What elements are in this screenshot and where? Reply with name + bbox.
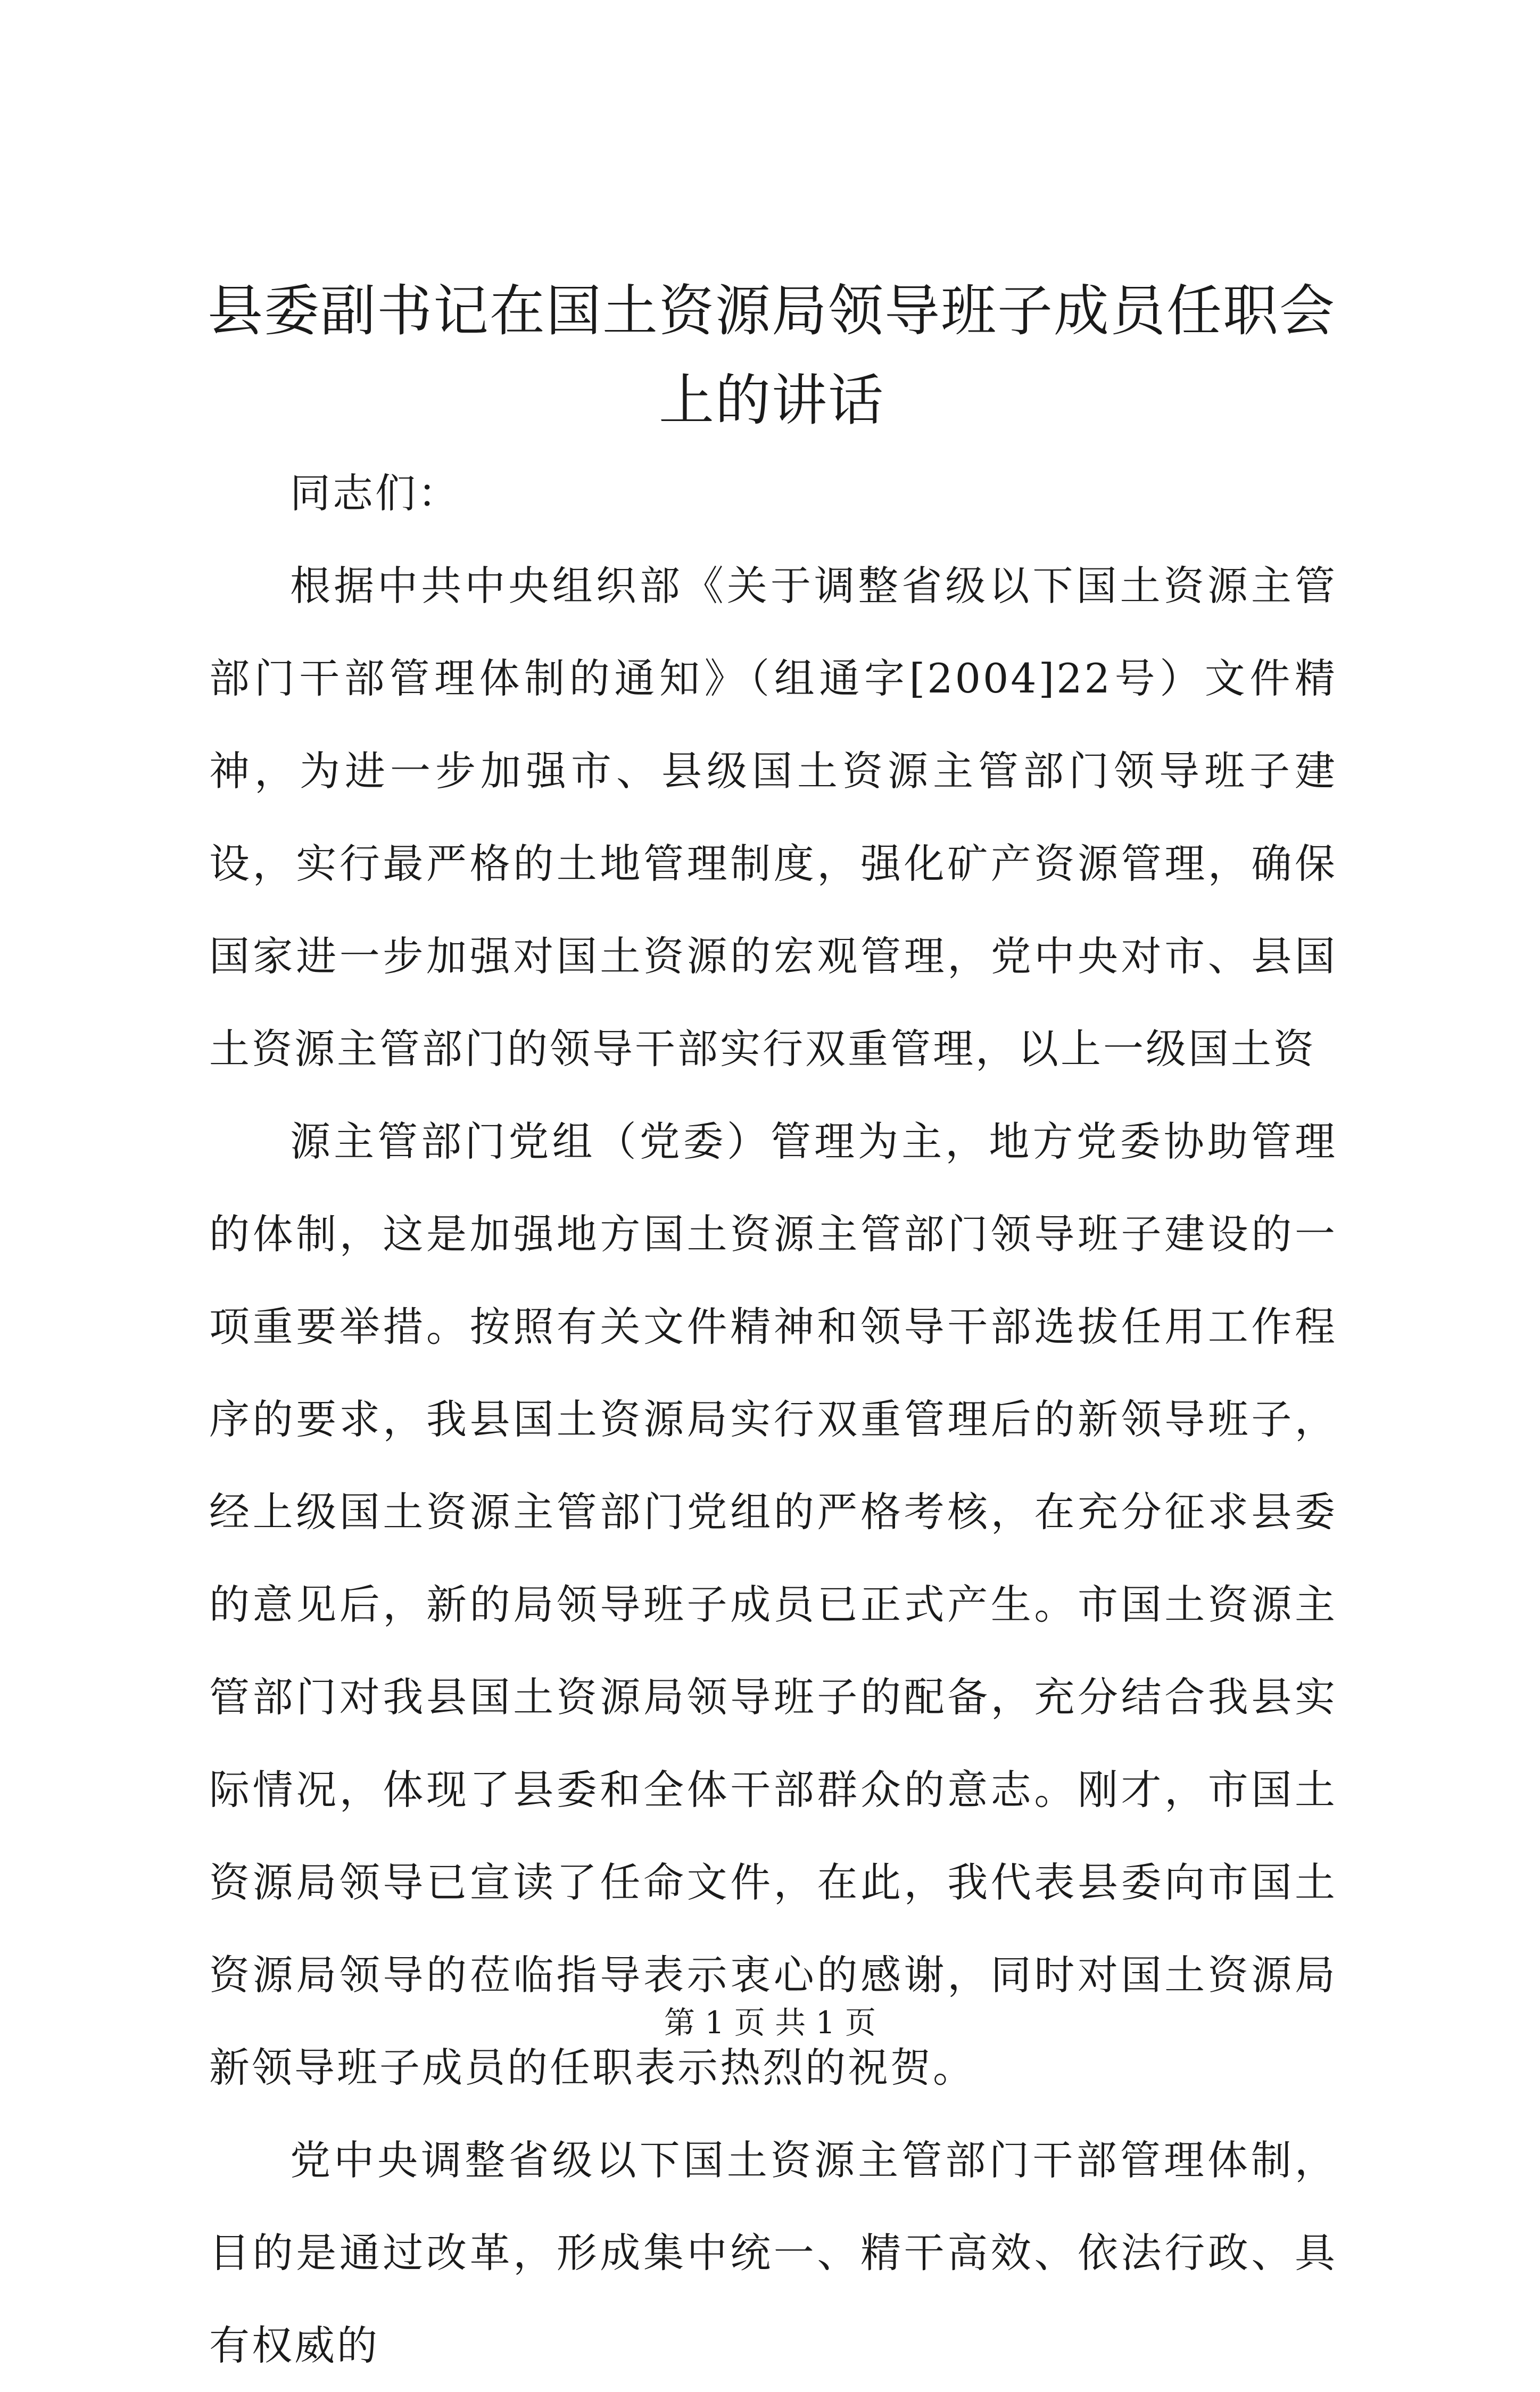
body-paragraph-1: 根据中共中央组织部《关于调整省级以下国土资源主管部门干部管理体制的通知》（组通字[2004]22号）文件精神，为进一步加强市、县级国土资源主管部门领导班子建设，实行最严格的土地管理制度，强化矿产资源管理，确保国家进一步加强对国土资源的宏观管理，党中央对市、县国土资源主管部门的领导干部实行双重管理，以上一级国土资 — [209, 562, 1337, 1073]
page-footer — [0, 2001, 1540, 2044]
body-paragraph-3: 党中央调整省级以下国土资源主管部门干部管理体制，目的是通过改革，形成集中统一、精干高效、依法行政、具有权威的 — [209, 2137, 1337, 2369]
salutation-paragraph: 同志们： — [290, 469, 460, 517]
body-paragraph-2: 源主管部门党组（党委）管理为主，地方党委协助管理的体制，这是加强地方国土资源主管部门领导班子建设的一项重要举措。按照有关文件精神和领导干部选拔任用工作程序的要求，我县国土资源局实行双重管理后的新领导班子，经上级国土资源主管部门党组的严格考核，在充分征求县委的意见后，新的局领导班子成员已正式产生。市国土资源主管部门对我县国土资源局领导班子的配备，充分结合我县实际情况，体现了县委和全体干部群众的意志。刚才，市国土资源局领导已宣读了任命文件，在此，我代表县委向市国土资源局领导的莅临指导表示衷心的感谢，同时对国土资源局新领导班子成员的任职表示热烈的祝贺。 — [209, 1118, 1337, 2091]
document-title: 县委副书记在国土资源局领导班子成员任职会上的讲话 — [207, 278, 1336, 433]
page-number-label: 第 1 页 共 1 页 — [664, 2005, 876, 2041]
document-body — [209, 447, 1337, 2392]
